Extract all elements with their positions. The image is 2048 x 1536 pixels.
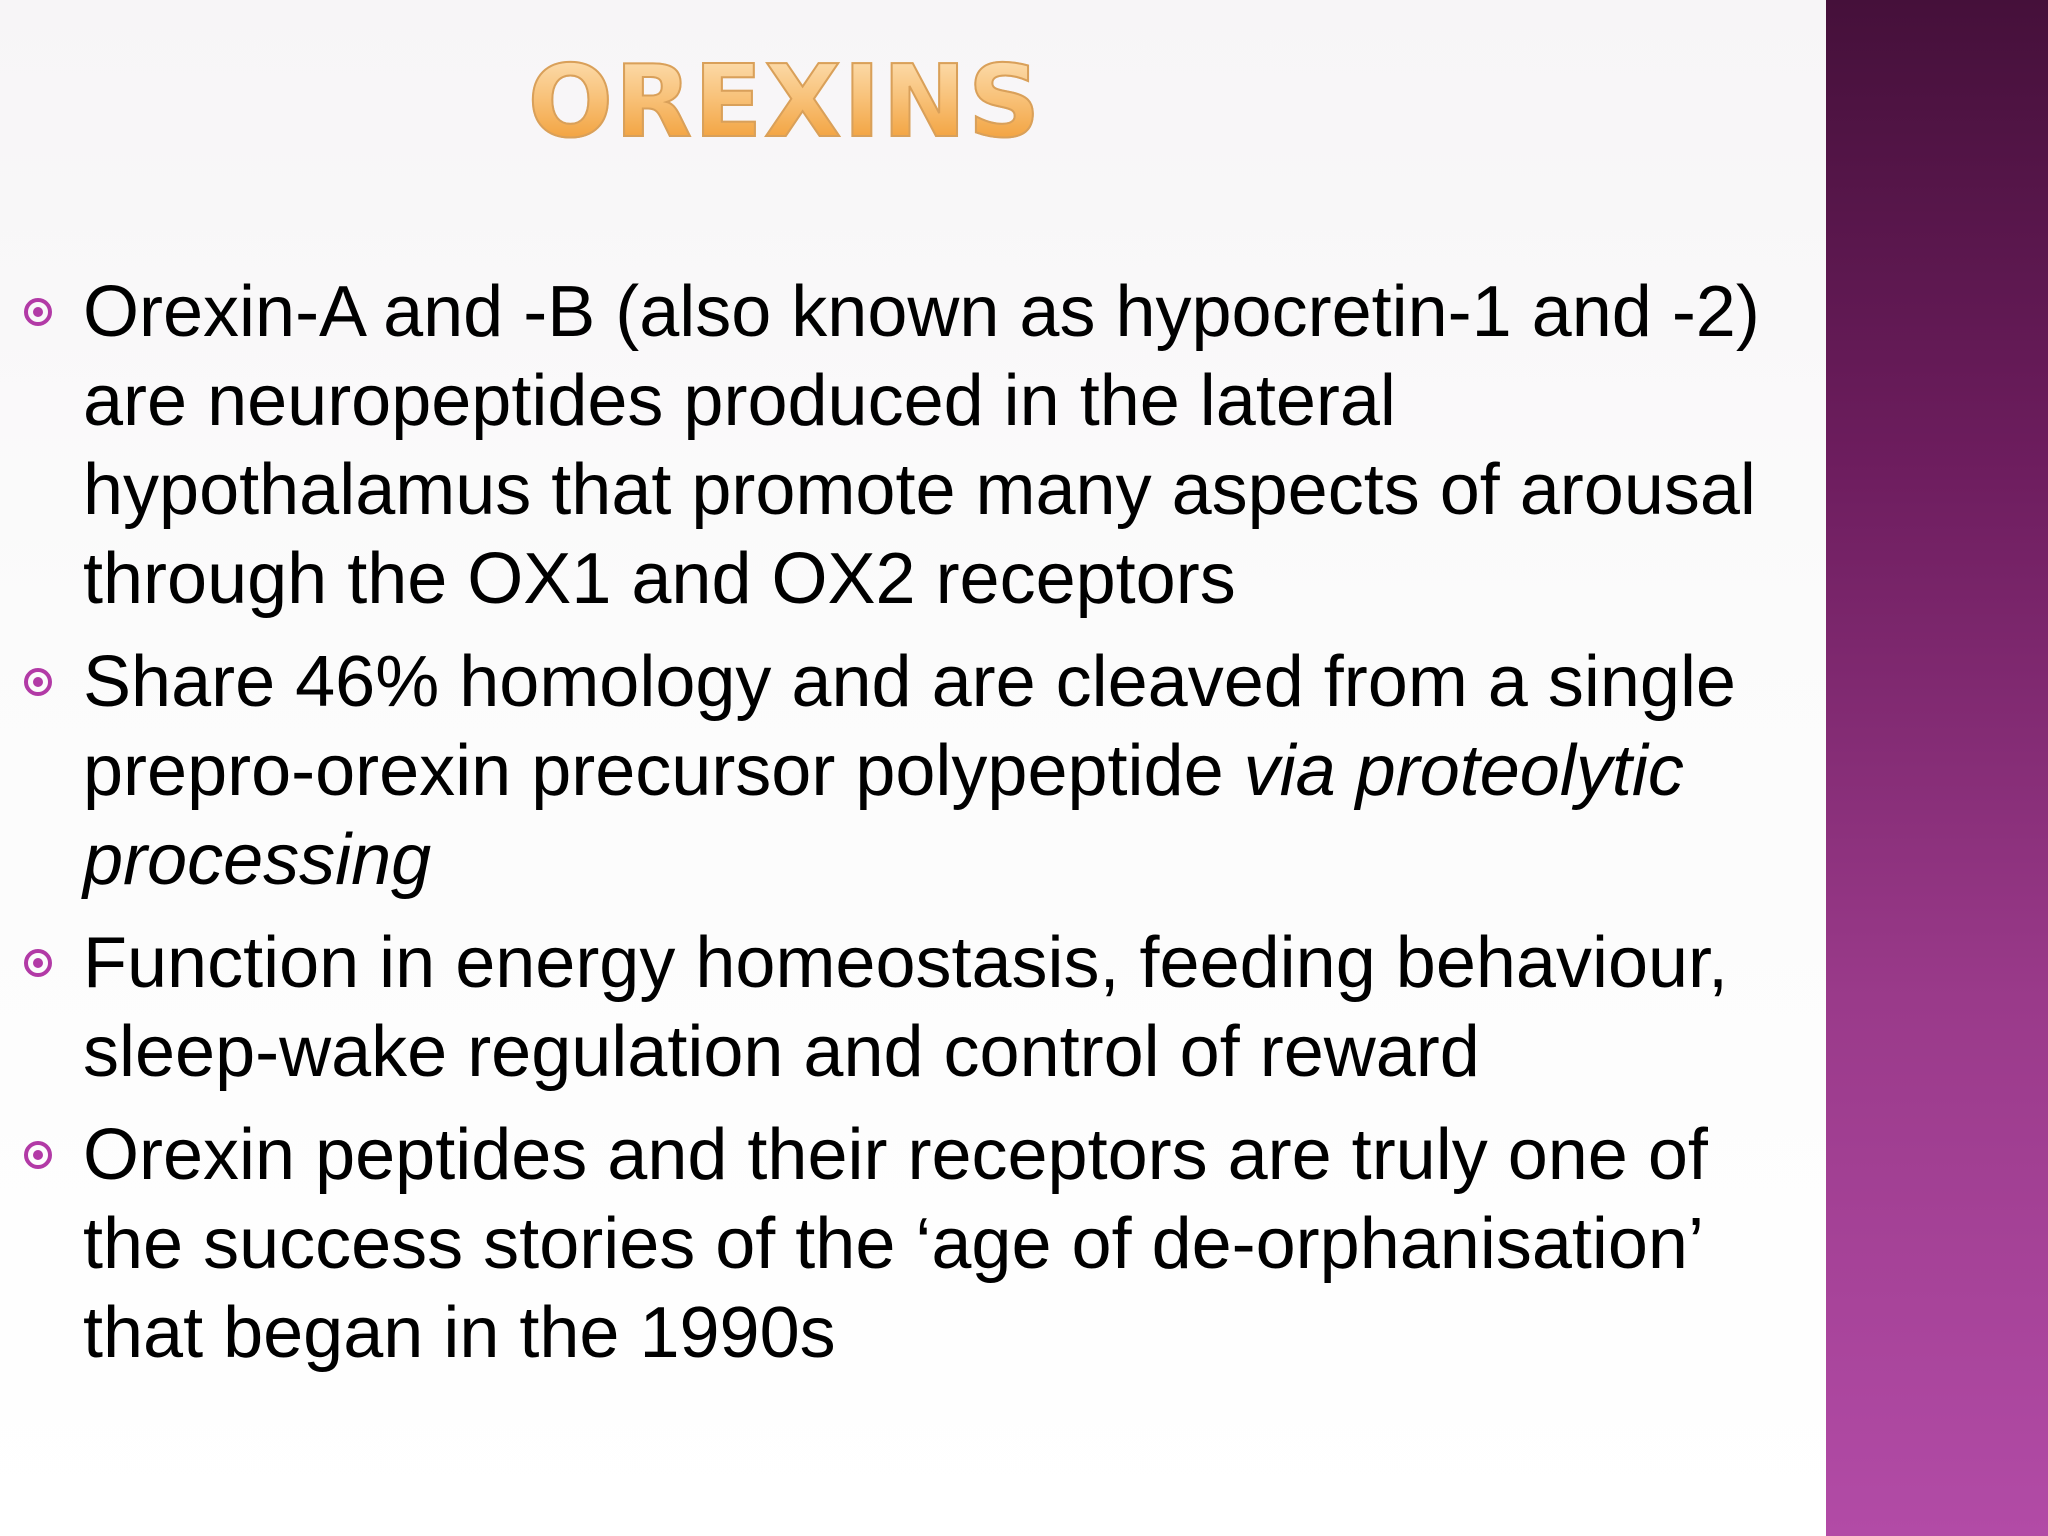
bullet-list <box>0 268 1826 1392</box>
bullet-text: Function in energy homeostasis, feeding behaviour, sleep-wake regulation and control of reward <box>83 923 1729 1092</box>
bullet-text-italic: via proteolytic processing <box>83 731 1684 900</box>
circled-dot-icon <box>24 949 52 977</box>
bullet-text: Orexin-A and -B (also known as hypocretin-1 and -2) are neuropeptides produced in the lateral hypothalamus that promote many aspects of arousal through the OX1 and OX2 receptors <box>83 272 1760 619</box>
bullet-item-2 <box>0 638 1826 905</box>
bullet-item-4 <box>0 1111 1826 1378</box>
bullet-text: Share 46% homology and are cleaved from a single prepro-orexin precursor polypeptide <box>83 642 1736 811</box>
bullet-text: Orexin peptides and their receptors are truly one of the success stories of the ‘age of de-orphanisation’ that began in the 1990s <box>83 1115 1708 1373</box>
circled-dot-icon <box>24 1141 52 1169</box>
slide-title: OREXINS <box>0 52 1570 152</box>
decorative-side-bar <box>1826 0 2048 1536</box>
circled-dot-icon <box>24 298 52 326</box>
bullet-item-3 <box>0 919 1826 1097</box>
circled-dot-icon <box>24 668 52 696</box>
bullet-item-1 <box>0 268 1826 624</box>
